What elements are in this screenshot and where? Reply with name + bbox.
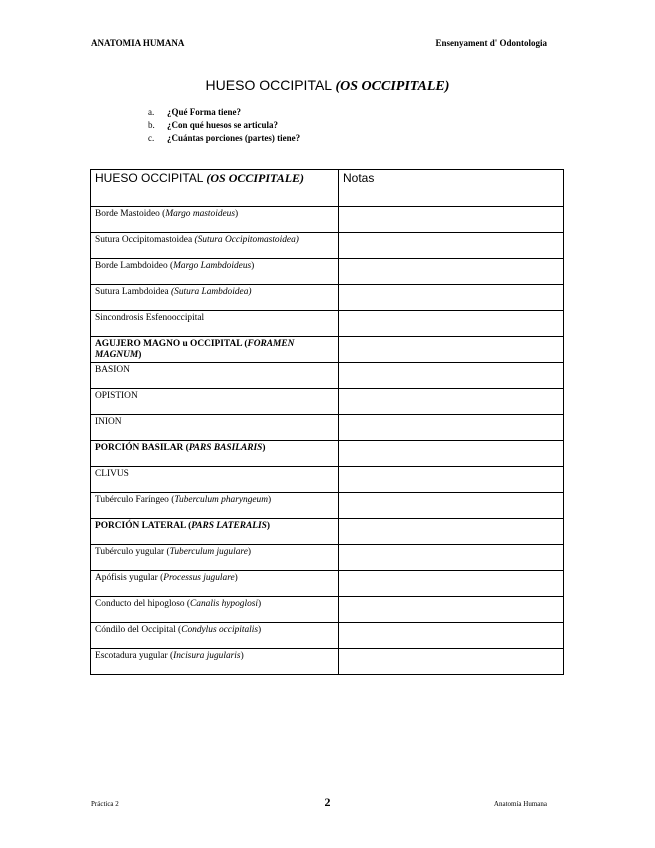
structure-name: Sutura Occipitomastoidea [95,235,195,245]
structure-name: Tubérculo Faríngeo ( [95,495,175,505]
notes-cell[interactable] [339,467,564,493]
question-text: ¿Con qué huesos se articula? [167,120,279,130]
structure-tail: ) [268,495,272,505]
table-row [91,467,564,493]
table-row [91,493,564,519]
footer-subject: Anatomía Humana [493,800,547,808]
notes-cell[interactable] [339,207,564,233]
structure-cell [91,337,339,363]
page-number: 2 [324,795,331,809]
structure-name: Apófisis yugular ( [95,573,164,583]
structure-cell [91,363,339,389]
notes-cell[interactable] [339,441,564,467]
structure-latin: Tuberculum pharyngeum [174,495,268,505]
table-row [91,311,564,337]
table-row [91,207,564,233]
notes-cell[interactable] [339,493,564,519]
structure-cell [91,207,339,233]
structure-tail: ) [234,573,238,583]
structure-cell [91,519,339,545]
structure-cell [91,649,339,675]
structure-latin: (Sutura Occipitomastoidea) [194,235,299,245]
structure-latin: Margo Lambdoideus [173,261,252,271]
table-row [91,233,564,259]
structure-cell [91,545,339,571]
header-course-title: ANATOMIA HUMANA [91,38,185,48]
structure-latin: Processus jugulare [163,573,235,583]
structure-tail: ) [258,625,262,635]
structure-name: Escotadura yugular ( [95,651,174,661]
structure-latin: PARS LATERALIS [191,521,267,531]
table-row [91,571,564,597]
page-title [0,77,655,95]
header-structure-latin: (OS OCCIPITALE) [206,171,305,185]
question-item [148,106,300,119]
question-text: ¿Cuántas porciones (partes) tiene? [167,133,301,143]
table-row [91,363,564,389]
structure-tail: ) [240,651,244,661]
notes-cell[interactable] [339,415,564,441]
notes-cell[interactable] [339,519,564,545]
structure-name: Conducto del hipogloso ( [95,599,191,609]
structures-table [90,169,564,675]
table-row [91,597,564,623]
table-header-structure [91,170,339,207]
structure-name: PORCIÓN LATERAL ( [95,521,192,531]
structure-latin: Canalis hypoglosi [190,599,259,609]
question-item [148,119,300,132]
table-header-notes: Notas [339,170,564,207]
structure-cell [91,259,339,285]
structure-tail: ) [235,209,239,219]
table-row [91,415,564,441]
structure-latin: Condylus occipitalis [181,625,259,635]
notes-cell[interactable] [339,259,564,285]
structure-cell [91,233,339,259]
structure-name: INION [95,417,122,427]
structure-name: Sincondrosis Esfenooccipital [95,313,205,323]
table-row [91,519,564,545]
structure-latin: (Sutura Lambdoidea) [171,287,252,297]
structure-tail: ) [258,599,262,609]
notes-cell[interactable] [339,363,564,389]
notes-cell[interactable] [339,389,564,415]
structure-name: OPISTION [95,391,138,401]
table-row [91,337,564,363]
footer-practice: Práctica 2 [91,800,119,808]
structure-name: PORCIÓN BASILAR ( [95,443,189,453]
questions-list [148,106,300,145]
structure-tail: ) [262,443,266,453]
notes-cell[interactable] [339,311,564,337]
structure-tail: ) [251,261,255,271]
structure-name: Borde Mastoideo ( [95,209,166,219]
header-department: Ensenyament d' Odontologia [435,38,547,48]
table-row [91,259,564,285]
notes-cell[interactable] [339,337,564,363]
table-row [91,649,564,675]
notes-cell[interactable] [339,285,564,311]
structure-cell [91,571,339,597]
question-number: c. [148,133,155,143]
notes-cell[interactable] [339,233,564,259]
structure-tail: ) [266,521,270,531]
structure-latin: Margo mastoideus [165,209,236,219]
structure-cell [91,415,339,441]
structure-cell [91,623,339,649]
question-text: ¿Qué Forma tiene? [167,107,241,117]
structure-cell [91,493,339,519]
question-number: a. [148,107,155,117]
structure-name: Cóndilo del Occipital ( [95,625,182,635]
structure-cell [91,285,339,311]
table-row [91,389,564,415]
structure-name: Borde Lambdoideo ( [95,261,174,271]
structure-cell [91,597,339,623]
table-row [91,441,564,467]
table-row [91,623,564,649]
structure-name: Sutura Lambdoidea [95,287,172,297]
notes-cell[interactable] [339,649,564,675]
structure-name: AGUJERO MAGNO u OCCIPITAL ( [95,339,248,349]
structure-name: Tubérculo yugular ( [95,547,170,557]
notes-cell[interactable] [339,597,564,623]
structure-tail: ) [138,350,142,360]
table-row [91,545,564,571]
title-latin: (OS OCCIPITALE) [335,79,450,94]
header-structure-text: HUESO OCCIPITAL [95,171,207,185]
structure-cell [91,311,339,337]
structure-cell [91,389,339,415]
structure-name: BASION [95,365,130,375]
structure-latin: Incisura jugularis [173,651,241,661]
table-header-row [91,170,564,207]
table-row [91,285,564,311]
notes-cell[interactable] [339,623,564,649]
notes-cell[interactable] [339,545,564,571]
question-number: b. [148,120,155,130]
structure-latin: FORAMEN MAGNUM [95,339,295,360]
structure-latin: Tuberculum jugulare [169,547,248,557]
structure-latin: PARS BASILARIS [188,443,263,453]
structure-cell [91,441,339,467]
structure-cell [91,467,339,493]
structure-tail: ) [247,547,251,557]
title-main: HUESO OCCIPITAL [205,77,336,93]
notes-cell[interactable] [339,571,564,597]
question-item [148,132,300,145]
structure-name: CLIVUS [95,469,129,479]
